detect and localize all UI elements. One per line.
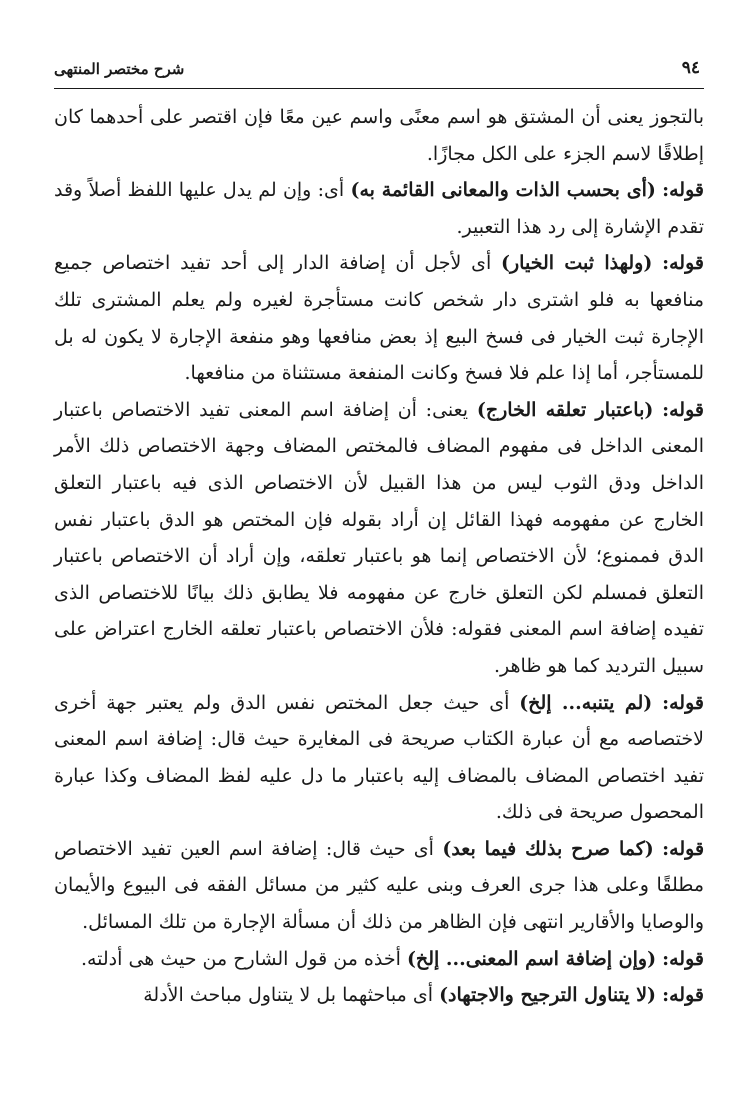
commentary-paragraph <box>54 685 704 831</box>
paragraph-text: أى مباحثهما بل لا يتناول مباحث الأدلة <box>143 984 434 1007</box>
commentary-paragraph <box>54 977 704 1014</box>
paragraph-lead: قوله: <box>662 837 705 860</box>
paragraph-text: بالتجوز يعنى أن المشتق هو اسم معنًى واسم عين معًا فإن اقتصر على أحدهما كان إطلاقًا لاسم الجزء على الكل مجازًا. <box>54 106 704 165</box>
quoted-phrase: (لم يتنبه... إلخ) <box>519 691 653 714</box>
paragraph-lead: قوله: <box>662 252 704 275</box>
quoted-phrase: (أى بحسب الذات والمعانى القائمة به) <box>350 179 656 202</box>
paragraph-text: أى: وإن لم يدل عليها اللفظ أصلاً وقد تقدم الإشارة إلى رد هذا التعبير. <box>54 179 704 238</box>
quoted-phrase: (لا يتناول الترجيح والاجتهاد) <box>439 984 657 1007</box>
paragraph-text: أى لأجل أن إضافة الدار إلى أحد تفيد اختصاص جميع منافعها به فلو اشترى دار شخص كانت مستأجرة لغيره ولم يعلم المشترى تلك الإجارة ثبت الخيار فى فسخ البيع إذ بعض منافعها وهو منفعة الإجارة لا يكون له بل للمستأجر، أما إذا علم فلا فسخ وكانت المنفعة مستثناة من منافعها. <box>54 252 704 385</box>
paragraph-text: أى حيث جعل المختص نفس الدق ولم يعتبر جهة أخرى لاختصاصه مع أن عبارة الكتاب صريحة فى المغايرة حيث قال: إضافة اسم المعنى تفيد اختصاص المضاف بالمضاف إليه باعتبار ما دل عليه لفظ المضاف وكذا عبارة المحصول صريحة فى ذلك. <box>54 691 704 824</box>
paragraph-lead: قوله: <box>662 947 704 970</box>
commentary-paragraph <box>54 831 704 941</box>
paragraph-lead: قوله: <box>662 398 704 421</box>
paragraph-continuation <box>54 99 704 172</box>
commentary-paragraph <box>54 245 704 391</box>
commentary-paragraph <box>54 941 704 978</box>
book-page <box>54 54 704 1064</box>
book-title: شرح مختصر المنتهى <box>54 60 185 78</box>
quoted-phrase: (باعتبار تعلقه الخارج) <box>476 398 654 421</box>
quoted-phrase: (ولهذا ثبت الخيار) <box>501 252 653 275</box>
paragraph-lead: قوله: <box>662 691 704 714</box>
text-body <box>54 99 704 1014</box>
quoted-phrase: (وإن إضافة اسم المعنى... إلخ) <box>406 947 657 970</box>
page-number: ٩٤ <box>681 58 700 78</box>
running-header <box>54 54 704 89</box>
paragraph-lead: قوله: <box>662 179 704 202</box>
paragraph-text: أخذه من قول الشارح من حيث هى أدلته. <box>80 947 401 970</box>
paragraph-lead: قوله: <box>662 984 704 1007</box>
paragraph-text: أى حيث قال: إضافة اسم العين تفيد الاختصاص مطلقًا وعلى هذا جرى العرف وبنى عليه كثير من مسائل الفقه فى البيوع والأيمان والوصايا والأقارير انتهى فإن الظاهر من ذلك أن مسألة الإجارة من تلك المسائل. <box>54 837 704 934</box>
quoted-phrase: (كما صرح بذلك فيما بعد) <box>442 837 654 860</box>
commentary-paragraph <box>54 172 704 245</box>
paragraph-text: يعنى: أن إضافة اسم المعنى تفيد الاختصاص باعتبار المعنى الداخل فى مفهوم المضاف فالمختص المضاف وجهة الاختصاص ذلك الأمر الداخل ودق الثوب ليس من هذا القبيل لأن الاختصاص الذى فيه باعتبار التعلق الخارج عن مفهومه فهذا القائل إن أراد بقوله فإن المختص هو الدق باعتبار نفس الدق فممنوع؛ لأن الاختصاص إنما هو باعتبار تعلقه، وإن أراد أن الاختصاص باعتبار التعلق فمسلم لكن التعلق خارج عن مفهومه فلا يطابق ذلك بيانًا للاختصاص الذى تفيده إضافة اسم المعنى فقوله: فلأن الاختصاص باعتبار تعلقه الخارج اعتراض على سبيل الترديد كما هو ظاهر. <box>54 398 704 677</box>
commentary-paragraph <box>54 392 704 685</box>
